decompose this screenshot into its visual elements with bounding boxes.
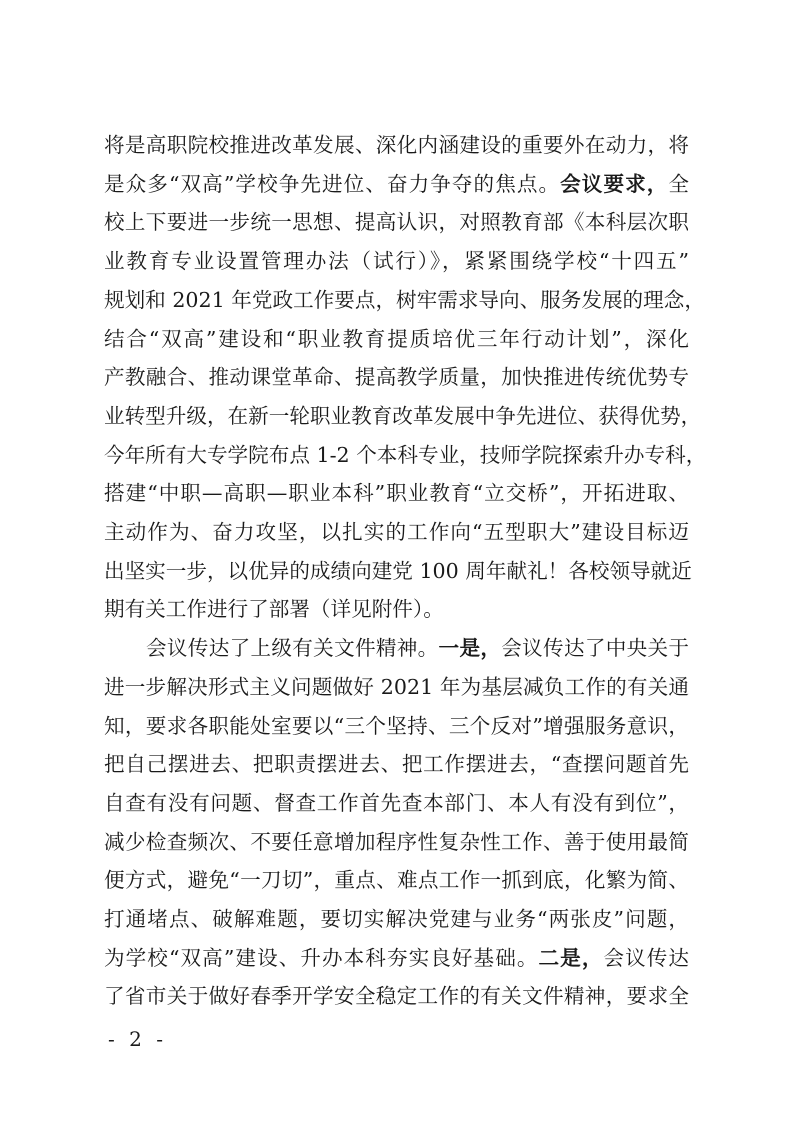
text-line [104,592,689,626]
text-segment: 了省市关于做好春季开学安全稳定工作的有关文件精神，要求全 [104,984,689,1008]
text-segment: 会议传达 [603,946,690,970]
text-segment: 把自己摆进去、把职责摆进去、把工作摆进去，“查摆问题首先 [104,752,689,776]
text-line [104,825,689,859]
text-line [104,554,692,588]
text-segment: 期有关工作进行了部署（详见附件）。 [104,597,444,621]
bold-text-segment: 一是， [438,636,502,660]
text-segment: 主动作为、奋力攻坚，以扎实的工作向“五型职大”建设目标迈 [104,520,689,544]
text-line [104,670,689,704]
text-segment: 业转型升级，在新一轮职业教育改革发展中争先进位、获得优势， [104,404,702,428]
text-segment: 出坚实一步，以优异的成绩向建党 100 周年献礼！各校领导就近 [104,559,692,583]
text-segment: 规划和 2021 年党政工作要点，树牢需求导向、服务发展的理念， [104,288,705,312]
text-segment: 全 [668,172,689,196]
text-line [104,322,689,356]
text-line [104,205,689,239]
text-line [104,399,702,433]
page-number: - 2 - [108,1027,167,1051]
text-line [104,786,689,820]
text-segment: 知，要求各职能处室要以“三个坚持、三个反对”增强服务意识， [104,714,689,738]
text-line [104,438,707,472]
text-line [104,360,689,394]
text-line [104,979,689,1013]
text-line [104,244,689,278]
text-line [104,476,689,510]
text-segment: 是众多“双高”学校争先进位、奋力争夺的焦点。 [104,172,561,196]
text-segment: 为学校“双高”建设、升办本科夯实良好基础。 [104,946,539,970]
text-line [104,167,689,201]
text-line [146,631,689,665]
text-segment: 进一步解决形式主义问题做好 2021 年为基层减负工作的有关通 [104,675,689,699]
text-line [104,941,689,975]
text-segment: 会议传达了上级有关文件精神。 [146,636,439,660]
text-line [104,902,689,936]
text-segment: 产教融合、推动课堂革命、提高教学质量，加快推进传统优势专 [104,365,689,389]
text-segment: 打通堵点、破解难题，要切实解决党建与业务“两张皮”问题， [104,907,689,931]
bold-text-segment: 二是， [538,946,604,970]
text-segment: 自查有没有问题、督查工作首先查本部门、本人有没有到位”， [104,791,689,815]
text-segment: 今年所有大专学院布点 1-2 个本科专业，技师学院探索升办专科， [104,443,707,467]
text-line [104,709,689,743]
text-segment: 会议传达了中央关于 [501,636,690,660]
bold-text-segment: 会议要求， [560,172,669,196]
text-segment: 业教育专业设置管理办法（试行）》，紧紧围绕学校“十四五” [104,249,689,273]
text-segment: 将是高职院校推进改革发展、深化内涵建设的重要外在动力，将 [104,133,689,157]
text-line [104,747,689,781]
text-line [104,863,689,897]
text-line [104,283,705,317]
text-segment: 便方式，避免“一刀切”，重点、难点工作一抓到底，化繁为简、 [104,868,689,892]
text-line [104,128,689,162]
text-line [104,515,689,549]
text-segment: 结合“双高”建设和“职业教育提质培优三年行动计划”，深化 [104,327,689,351]
text-segment: 校上下要进一步统一思想、提高认识，对照教育部《本科层次职 [104,210,689,234]
text-segment: 搭建“中职—高职—职业本科”职业教育“立交桥”，开拓进取、 [104,481,689,505]
text-segment: 减少检查频次、不要任意增加程序性复杂性工作、善于使用最简 [104,830,689,854]
